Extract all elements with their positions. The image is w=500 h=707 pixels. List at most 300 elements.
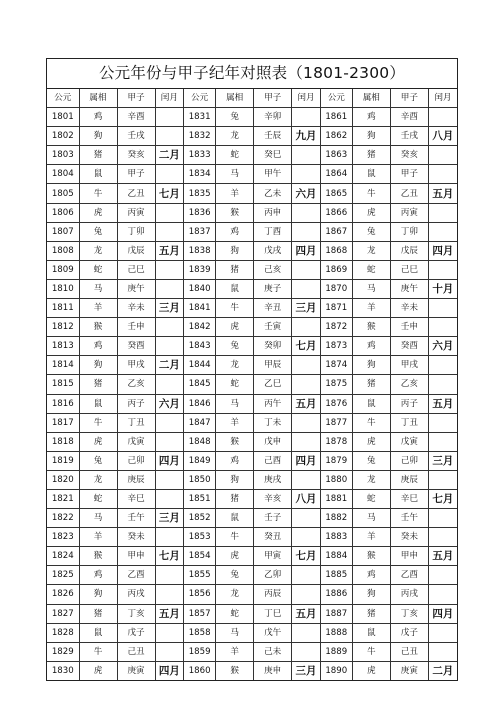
leap-month-cell: 七月 — [292, 547, 321, 566]
ganzhi-cell: 辛丑 — [254, 299, 292, 318]
header-leap: 闰月 — [428, 89, 457, 108]
leap-month-cell — [155, 642, 184, 661]
year-cell: 1807 — [47, 222, 79, 241]
leap-month-cell: 四月 — [155, 451, 184, 470]
zodiac-cell: 猴 — [216, 432, 254, 451]
year-cell: 1883 — [320, 528, 352, 547]
year-cell: 1887 — [320, 604, 352, 623]
table-row — [47, 470, 457, 489]
header-ganzhi: 甲子 — [390, 89, 428, 108]
ganzhi-cell: 壬戌 — [117, 127, 155, 146]
leap-month-cell — [292, 222, 321, 241]
year-cell: 1817 — [47, 413, 79, 432]
zodiac-cell: 牛 — [79, 413, 117, 432]
leap-month-cell: 二月 — [428, 661, 457, 680]
leap-month-cell: 八月 — [428, 127, 457, 146]
year-cell: 1833 — [184, 146, 216, 165]
zodiac-cell: 猪 — [79, 604, 117, 623]
zodiac-cell: 虎 — [352, 661, 390, 680]
ganzhi-cell: 甲申 — [117, 547, 155, 566]
table-row — [47, 184, 457, 203]
table-row — [47, 509, 457, 528]
leap-month-cell: 四月 — [292, 241, 321, 260]
ganzhi-cell: 己酉 — [254, 451, 292, 470]
year-cell: 1852 — [184, 509, 216, 528]
leap-month-cell: 六月 — [155, 394, 184, 413]
year-cell: 1826 — [47, 585, 79, 604]
year-cell: 1818 — [47, 432, 79, 451]
year-cell: 1825 — [47, 566, 79, 585]
year-cell: 1884 — [320, 547, 352, 566]
year-cell: 1832 — [184, 127, 216, 146]
year-cell: 1824 — [47, 547, 79, 566]
zodiac-cell: 鼠 — [79, 623, 117, 642]
year-cell: 1858 — [184, 623, 216, 642]
leap-month-cell — [155, 279, 184, 298]
ganzhi-cell: 丁亥 — [117, 604, 155, 623]
year-cell: 1808 — [47, 241, 79, 260]
table-row — [47, 528, 457, 547]
year-cell: 1877 — [320, 413, 352, 432]
year-cell: 1881 — [320, 489, 352, 508]
ganzhi-cell: 壬寅 — [254, 318, 292, 337]
ganzhi-cell: 辛卯 — [254, 108, 292, 127]
ganzhi-cell: 甲子 — [390, 165, 428, 184]
zodiac-cell: 猪 — [352, 604, 390, 623]
leap-month-cell — [292, 528, 321, 547]
year-cell: 1882 — [320, 509, 352, 528]
year-cell: 1802 — [47, 127, 79, 146]
ganzhi-cell: 戊子 — [117, 623, 155, 642]
zodiac-cell: 马 — [79, 279, 117, 298]
ganzhi-cell: 丙申 — [254, 203, 292, 222]
leap-month-cell: 五月 — [428, 184, 457, 203]
zodiac-cell: 牛 — [352, 184, 390, 203]
zodiac-cell: 羊 — [79, 528, 117, 547]
year-cell: 1865 — [320, 184, 352, 203]
leap-month-cell: 五月 — [155, 241, 184, 260]
zodiac-cell: 兔 — [79, 451, 117, 470]
year-cell: 1851 — [184, 489, 216, 508]
zodiac-cell: 蛇 — [216, 146, 254, 165]
year-cell: 1827 — [47, 604, 79, 623]
ganzhi-cell: 丁丑 — [117, 413, 155, 432]
ganzhi-cell: 丙午 — [254, 394, 292, 413]
year-cell: 1867 — [320, 222, 352, 241]
leap-month-cell — [428, 165, 457, 184]
table-row — [47, 451, 457, 470]
ganzhi-cell: 丙寅 — [390, 203, 428, 222]
year-cell: 1820 — [47, 470, 79, 489]
ganzhi-cell: 乙卯 — [254, 566, 292, 585]
ganzhi-cell: 辛未 — [117, 299, 155, 318]
year-cell: 1810 — [47, 279, 79, 298]
zodiac-cell: 蛇 — [216, 604, 254, 623]
header-leap: 闰月 — [155, 89, 184, 108]
leap-month-cell — [292, 585, 321, 604]
ganzhi-cell: 癸丑 — [254, 528, 292, 547]
ganzhi-cell: 乙丑 — [390, 184, 428, 203]
zodiac-cell: 猴 — [352, 318, 390, 337]
leap-month-cell — [292, 432, 321, 451]
year-cell: 1847 — [184, 413, 216, 432]
leap-month-cell — [155, 566, 184, 585]
zodiac-cell: 虎 — [79, 432, 117, 451]
zodiac-cell: 虎 — [79, 203, 117, 222]
zodiac-cell: 鼠 — [79, 165, 117, 184]
zodiac-cell: 龙 — [216, 356, 254, 375]
ganzhi-cell: 丙辰 — [254, 585, 292, 604]
ganzhi-cell: 辛巳 — [390, 489, 428, 508]
zodiac-cell: 狗 — [216, 470, 254, 489]
year-cell: 1879 — [320, 451, 352, 470]
ganzhi-cell: 戊辰 — [117, 241, 155, 260]
ganzhi-cell: 丁未 — [254, 413, 292, 432]
zodiac-cell: 狗 — [216, 241, 254, 260]
table-row — [47, 299, 457, 318]
leap-month-cell — [428, 108, 457, 127]
ganzhi-cell: 庚寅 — [117, 661, 155, 680]
leap-month-cell — [155, 108, 184, 127]
year-cell: 1841 — [184, 299, 216, 318]
ganzhi-cell: 辛未 — [390, 299, 428, 318]
zodiac-cell: 虎 — [352, 203, 390, 222]
year-cell: 1811 — [47, 299, 79, 318]
year-cell: 1837 — [184, 222, 216, 241]
table-row — [47, 279, 457, 298]
zodiac-cell: 马 — [352, 279, 390, 298]
zodiac-cell: 鼠 — [79, 394, 117, 413]
leap-month-cell: 五月 — [155, 604, 184, 623]
leap-month-cell: 四月 — [428, 241, 457, 260]
zodiac-cell: 猪 — [352, 375, 390, 394]
zodiac-cell: 鼠 — [352, 394, 390, 413]
year-cell: 1836 — [184, 203, 216, 222]
table-row — [47, 260, 457, 279]
page-title: 公元年份与甲子纪年对照表（1801-2300） — [47, 59, 457, 89]
table-row — [47, 623, 457, 642]
leap-month-cell — [155, 337, 184, 356]
year-cell: 1844 — [184, 356, 216, 375]
zodiac-cell: 虎 — [216, 318, 254, 337]
ganzhi-cell: 辛酉 — [117, 108, 155, 127]
zodiac-cell: 猪 — [216, 260, 254, 279]
zodiac-cell: 狗 — [79, 356, 117, 375]
zodiac-cell: 马 — [79, 509, 117, 528]
year-cell: 1803 — [47, 146, 79, 165]
year-cell: 1804 — [47, 165, 79, 184]
leap-month-cell — [155, 623, 184, 642]
zodiac-cell: 兔 — [79, 222, 117, 241]
year-cell: 1870 — [320, 279, 352, 298]
leap-month-cell — [428, 260, 457, 279]
leap-month-cell — [292, 566, 321, 585]
year-cell: 1806 — [47, 203, 79, 222]
leap-month-cell — [428, 375, 457, 394]
year-cell: 1857 — [184, 604, 216, 623]
zodiac-cell: 马 — [216, 623, 254, 642]
year-cell: 1819 — [47, 451, 79, 470]
leap-month-cell — [428, 413, 457, 432]
ganzhi-cell: 丙子 — [390, 394, 428, 413]
leap-month-cell — [155, 203, 184, 222]
ganzhi-cell: 丁丑 — [390, 413, 428, 432]
zodiac-cell: 狗 — [79, 127, 117, 146]
table-row — [47, 318, 457, 337]
zodiac-cell: 鸡 — [352, 108, 390, 127]
leap-month-cell: 八月 — [292, 489, 321, 508]
ganzhi-cell: 戊子 — [390, 623, 428, 642]
leap-month-cell — [428, 222, 457, 241]
zodiac-cell: 猴 — [216, 661, 254, 680]
zodiac-cell: 兔 — [216, 108, 254, 127]
year-cell: 1861 — [320, 108, 352, 127]
year-cell: 1828 — [47, 623, 79, 642]
header-ganzhi: 甲子 — [254, 89, 292, 108]
leap-month-cell: 三月 — [155, 509, 184, 528]
leap-month-cell — [155, 470, 184, 489]
year-cell: 1848 — [184, 432, 216, 451]
table-row — [47, 165, 457, 184]
year-cell: 1860 — [184, 661, 216, 680]
zodiac-cell: 蛇 — [352, 489, 390, 508]
header-zodiac: 属相 — [79, 89, 117, 108]
ganzhi-cell: 辛亥 — [254, 489, 292, 508]
zodiac-cell: 猴 — [352, 547, 390, 566]
year-cell: 1846 — [184, 394, 216, 413]
zodiac-cell: 龙 — [216, 127, 254, 146]
leap-month-cell — [292, 509, 321, 528]
year-cell: 1816 — [47, 394, 79, 413]
ganzhi-cell: 丁亥 — [390, 604, 428, 623]
ganzhi-cell: 丙寅 — [117, 203, 155, 222]
leap-month-cell — [155, 432, 184, 451]
year-cell: 1856 — [184, 585, 216, 604]
year-cell: 1854 — [184, 547, 216, 566]
leap-month-cell: 三月 — [292, 661, 321, 680]
table-body — [47, 89, 457, 680]
leap-month-cell — [155, 318, 184, 337]
zodiac-cell: 羊 — [352, 528, 390, 547]
zodiac-cell: 牛 — [216, 528, 254, 547]
year-cell: 1872 — [320, 318, 352, 337]
year-cell: 1813 — [47, 337, 79, 356]
zodiac-cell: 鸡 — [352, 566, 390, 585]
leap-month-cell — [155, 413, 184, 432]
zodiac-cell: 狗 — [352, 356, 390, 375]
leap-month-cell: 三月 — [155, 299, 184, 318]
leap-month-cell — [428, 642, 457, 661]
ganzhi-cell: 壬申 — [390, 318, 428, 337]
header-leap: 闰月 — [292, 89, 321, 108]
ganzhi-cell: 庚申 — [254, 661, 292, 680]
year-cell: 1873 — [320, 337, 352, 356]
leap-month-cell: 二月 — [155, 146, 184, 165]
header-year: 公元 — [47, 89, 79, 108]
leap-month-cell: 十月 — [428, 279, 457, 298]
year-cell: 1839 — [184, 260, 216, 279]
year-cell: 1869 — [320, 260, 352, 279]
leap-month-cell — [428, 509, 457, 528]
zodiac-cell: 猴 — [216, 203, 254, 222]
header-zodiac: 属相 — [216, 89, 254, 108]
leap-month-cell — [155, 127, 184, 146]
ganzhi-cell: 癸亥 — [390, 146, 428, 165]
year-cell: 1853 — [184, 528, 216, 547]
ganzhi-cell: 戊戌 — [254, 241, 292, 260]
ganzhi-cell: 乙未 — [254, 184, 292, 203]
zodiac-cell: 羊 — [216, 413, 254, 432]
zodiac-cell: 马 — [352, 509, 390, 528]
leap-month-cell — [155, 260, 184, 279]
zodiac-cell: 虎 — [216, 547, 254, 566]
ganzhi-cell: 己卯 — [117, 451, 155, 470]
year-cell: 1890 — [320, 661, 352, 680]
header-row — [47, 89, 457, 108]
year-cell: 1809 — [47, 260, 79, 279]
year-cell: 1876 — [320, 394, 352, 413]
ganzhi-cell: 庚午 — [117, 279, 155, 298]
ganzhi-cell: 壬戌 — [390, 127, 428, 146]
leap-month-cell — [292, 470, 321, 489]
leap-month-cell — [292, 279, 321, 298]
table-row — [47, 241, 457, 260]
ganzhi-cell: 癸亥 — [117, 146, 155, 165]
table-row — [47, 489, 457, 508]
zodiac-cell: 牛 — [79, 642, 117, 661]
ganzhi-cell: 壬辰 — [254, 127, 292, 146]
leap-month-cell: 五月 — [292, 604, 321, 623]
zodiac-cell: 狗 — [352, 127, 390, 146]
year-cell: 1812 — [47, 318, 79, 337]
ganzhi-cell: 丙戌 — [390, 585, 428, 604]
year-cell: 1822 — [47, 509, 79, 528]
ganzhi-cell: 己丑 — [117, 642, 155, 661]
zodiac-cell: 蛇 — [216, 375, 254, 394]
leap-month-cell: 七月 — [292, 337, 321, 356]
year-cell: 1868 — [320, 241, 352, 260]
ganzhi-cell: 庚子 — [254, 279, 292, 298]
leap-month-cell: 九月 — [292, 127, 321, 146]
zodiac-cell: 猪 — [352, 146, 390, 165]
year-cell: 1862 — [320, 127, 352, 146]
header-year: 公元 — [320, 89, 352, 108]
zodiac-cell: 羊 — [216, 642, 254, 661]
year-conversion-sheet — [46, 58, 458, 681]
year-cell: 1875 — [320, 375, 352, 394]
ganzhi-cell: 丁酉 — [254, 222, 292, 241]
year-cell: 1823 — [47, 528, 79, 547]
ganzhi-cell: 癸卯 — [254, 337, 292, 356]
ganzhi-cell: 甲午 — [254, 165, 292, 184]
year-cell: 1831 — [184, 108, 216, 127]
zodiac-cell: 龙 — [352, 470, 390, 489]
leap-month-cell: 四月 — [428, 604, 457, 623]
zodiac-cell: 羊 — [216, 184, 254, 203]
leap-month-cell: 五月 — [428, 547, 457, 566]
leap-month-cell — [155, 375, 184, 394]
zodiac-cell: 马 — [216, 394, 254, 413]
ganzhi-cell: 戊辰 — [390, 241, 428, 260]
table-row — [47, 356, 457, 375]
leap-month-cell — [155, 165, 184, 184]
leap-month-cell — [292, 623, 321, 642]
year-cell: 1866 — [320, 203, 352, 222]
zodiac-cell: 猪 — [79, 146, 117, 165]
zodiac-cell: 猪 — [216, 489, 254, 508]
ganzhi-cell: 戊寅 — [390, 432, 428, 451]
ganzhi-cell: 壬午 — [117, 509, 155, 528]
year-cell: 1842 — [184, 318, 216, 337]
ganzhi-cell: 戊午 — [254, 623, 292, 642]
year-cell: 1850 — [184, 470, 216, 489]
ganzhi-cell: 乙巳 — [254, 375, 292, 394]
zodiac-cell: 鸡 — [216, 222, 254, 241]
year-cell: 1886 — [320, 585, 352, 604]
ganzhi-cell: 庚午 — [390, 279, 428, 298]
ganzhi-cell: 己卯 — [390, 451, 428, 470]
leap-month-cell — [428, 146, 457, 165]
ganzhi-cell: 壬申 — [117, 318, 155, 337]
leap-month-cell — [292, 318, 321, 337]
leap-month-cell: 七月 — [428, 489, 457, 508]
leap-month-cell — [428, 299, 457, 318]
ganzhi-cell: 庚辰 — [390, 470, 428, 489]
ganzhi-cell: 癸酉 — [117, 337, 155, 356]
zodiac-cell: 狗 — [352, 585, 390, 604]
zodiac-cell: 蛇 — [79, 489, 117, 508]
ganzhi-cell: 己丑 — [390, 642, 428, 661]
table-row — [47, 661, 457, 680]
zodiac-cell: 鸡 — [79, 337, 117, 356]
zodiac-cell: 牛 — [79, 184, 117, 203]
zodiac-cell: 猴 — [79, 318, 117, 337]
zodiac-cell: 牛 — [352, 413, 390, 432]
leap-month-cell — [292, 203, 321, 222]
ganzhi-cell: 丁巳 — [254, 604, 292, 623]
year-cell: 1829 — [47, 642, 79, 661]
zodiac-cell: 龙 — [216, 585, 254, 604]
ganzhi-cell: 乙酉 — [117, 566, 155, 585]
ganzhi-cell: 辛巳 — [117, 489, 155, 508]
ganzhi-cell: 戊申 — [254, 432, 292, 451]
ganzhi-cell: 壬午 — [390, 509, 428, 528]
year-cell: 1845 — [184, 375, 216, 394]
leap-month-cell — [428, 528, 457, 547]
year-cell: 1874 — [320, 356, 352, 375]
zodiac-cell: 龙 — [79, 241, 117, 260]
table-row — [47, 375, 457, 394]
zodiac-cell: 兔 — [216, 566, 254, 585]
header-year: 公元 — [184, 89, 216, 108]
year-cell: 1838 — [184, 241, 216, 260]
ganzhi-cell: 乙亥 — [390, 375, 428, 394]
table-row — [47, 585, 457, 604]
year-cell: 1849 — [184, 451, 216, 470]
ganzhi-cell: 乙亥 — [117, 375, 155, 394]
year-cell: 1859 — [184, 642, 216, 661]
leap-month-cell — [428, 470, 457, 489]
leap-month-cell — [292, 165, 321, 184]
zodiac-cell: 鼠 — [352, 165, 390, 184]
ganzhi-cell: 乙丑 — [117, 184, 155, 203]
table-row — [47, 337, 457, 356]
ganzhi-cell: 甲寅 — [254, 547, 292, 566]
year-cell: 1864 — [320, 165, 352, 184]
year-cell: 1871 — [320, 299, 352, 318]
leap-month-cell — [428, 566, 457, 585]
year-cell: 1880 — [320, 470, 352, 489]
